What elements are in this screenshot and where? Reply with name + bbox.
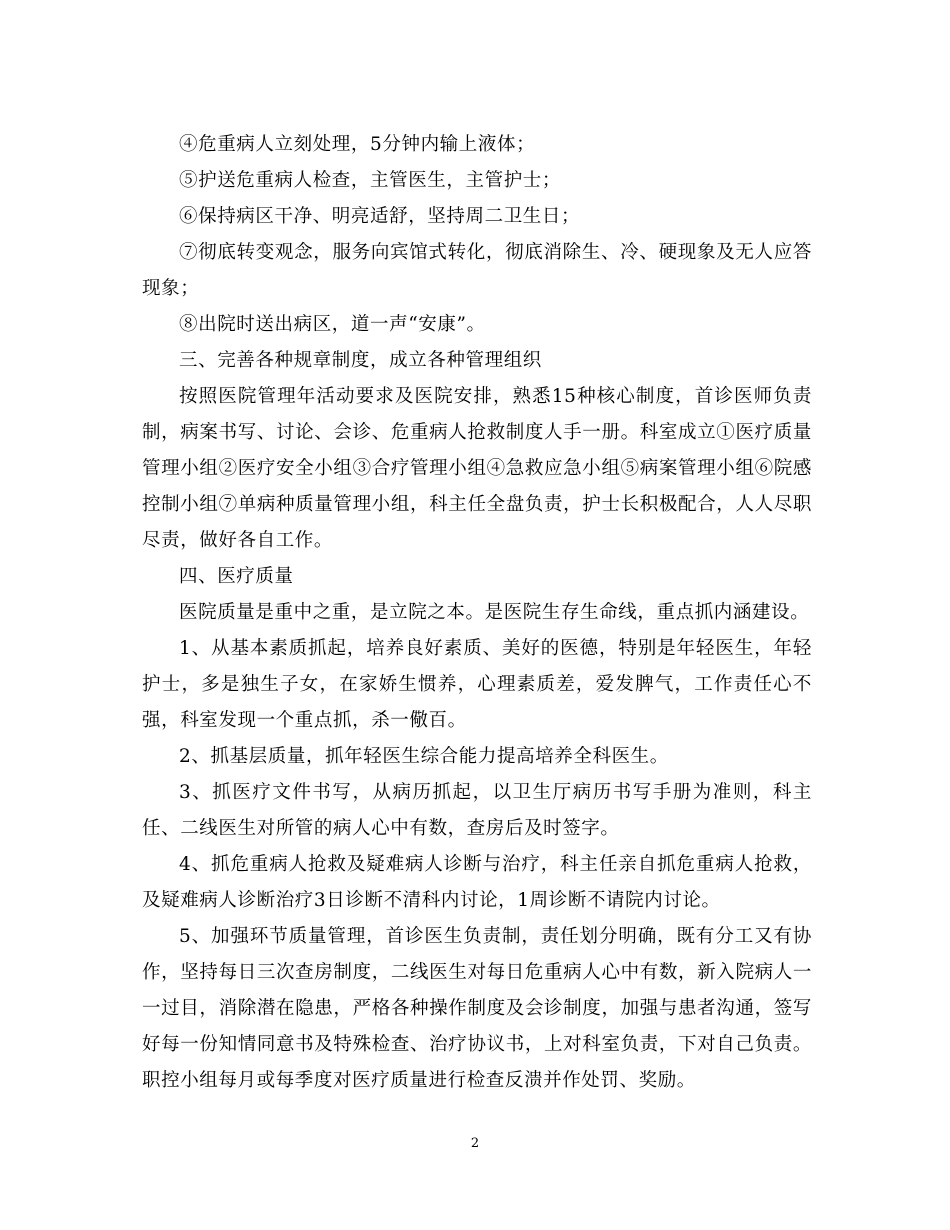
paragraph-point-3: 3、抓医疗文件书写，从病历抓起，以卫生厅病历书写手册为准则，科主任、二线医生对所管的病人心中有数，查房后及时签字。: [142, 782, 812, 839]
section-heading-4: 四、医疗质量: [179, 566, 294, 587]
paragraph-item-7: ⑦彻底转变观念，服务向宾馆式转化，彻底消除生、冷、硬现象及无人应答现象；: [142, 242, 812, 299]
paragraph-quality-intro: 医院质量是重中之重，是立院之本。是医院生存生命线，重点抓内涵建设。: [179, 602, 810, 623]
paragraph-point-1: 1、从基本素质抓起，培养良好素质、美好的医德，特别是年轻医生，年轻护士，多是独生子女，在家娇生惯养，心理素质差，爱发脾气，工作责任心不强，科室发现一个重点抓，杀一儆百。: [142, 638, 812, 731]
page-number: 2: [470, 1136, 480, 1151]
paragraph-point-5: 5、加强环节质量管理，首诊医生负责制，责任划分明确，既有分工又有协作，坚持每日三次查房制度，二线医生对每日危重病人心中有数，新入院病人一一过目，消除潜在隐患，严格各种操作制度及会诊制度，加强与患者沟通，签写好每一份知情同意书及特殊检查、治疗协议书，上对科室负责，下对自己负责。职控小组每月或每季度对医疗质量进行检查反溃并作处罚、奖励。: [142, 926, 812, 1091]
paragraph-item-8: ⑧出院时送出病区，道一声“安康”。: [179, 314, 486, 335]
paragraph-item-6: ⑥保持病区干净、明亮适舒，坚持周二卫生日；: [179, 206, 581, 227]
paragraph-item-4: ④危重病人立刻处理，5分钟内输上液体；: [179, 134, 536, 155]
paragraph-point-4: 4、抓危重病人抢救及疑难病人诊断与治疗，科主任亲自抓危重病人抢救，及疑难病人诊断治疗3日诊断不清科内讨论，1周诊断不请院内讨论。: [142, 854, 812, 911]
paragraph-regulations: 按照医院管理年活动要求及医院安排，熟悉15种核心制度，首诊医师负责制，病案书写、讨论、会诊、危重病人抢救制度人手一册。科室成立①医疗质量管理小组②医疗安全小组③合疗管理小组④急救应急小组⑤病案管理小组⑥院感控制小组⑦单病种质量管理小组，科主任全盘负责，护士长积极配合，人人尽职尽责，做好各自工作。: [142, 386, 812, 551]
document-body: [142, 127, 812, 1099]
section-heading-3: 三、完善各种规章制度，成立各种管理组织: [179, 350, 542, 371]
paragraph-item-5: ⑤护送危重病人检查，主管医生，主管护士；: [179, 170, 562, 191]
paragraph-point-2: 2、抓基层质量，抓年轻医生综合能力提高培养全科医生。: [179, 746, 669, 767]
